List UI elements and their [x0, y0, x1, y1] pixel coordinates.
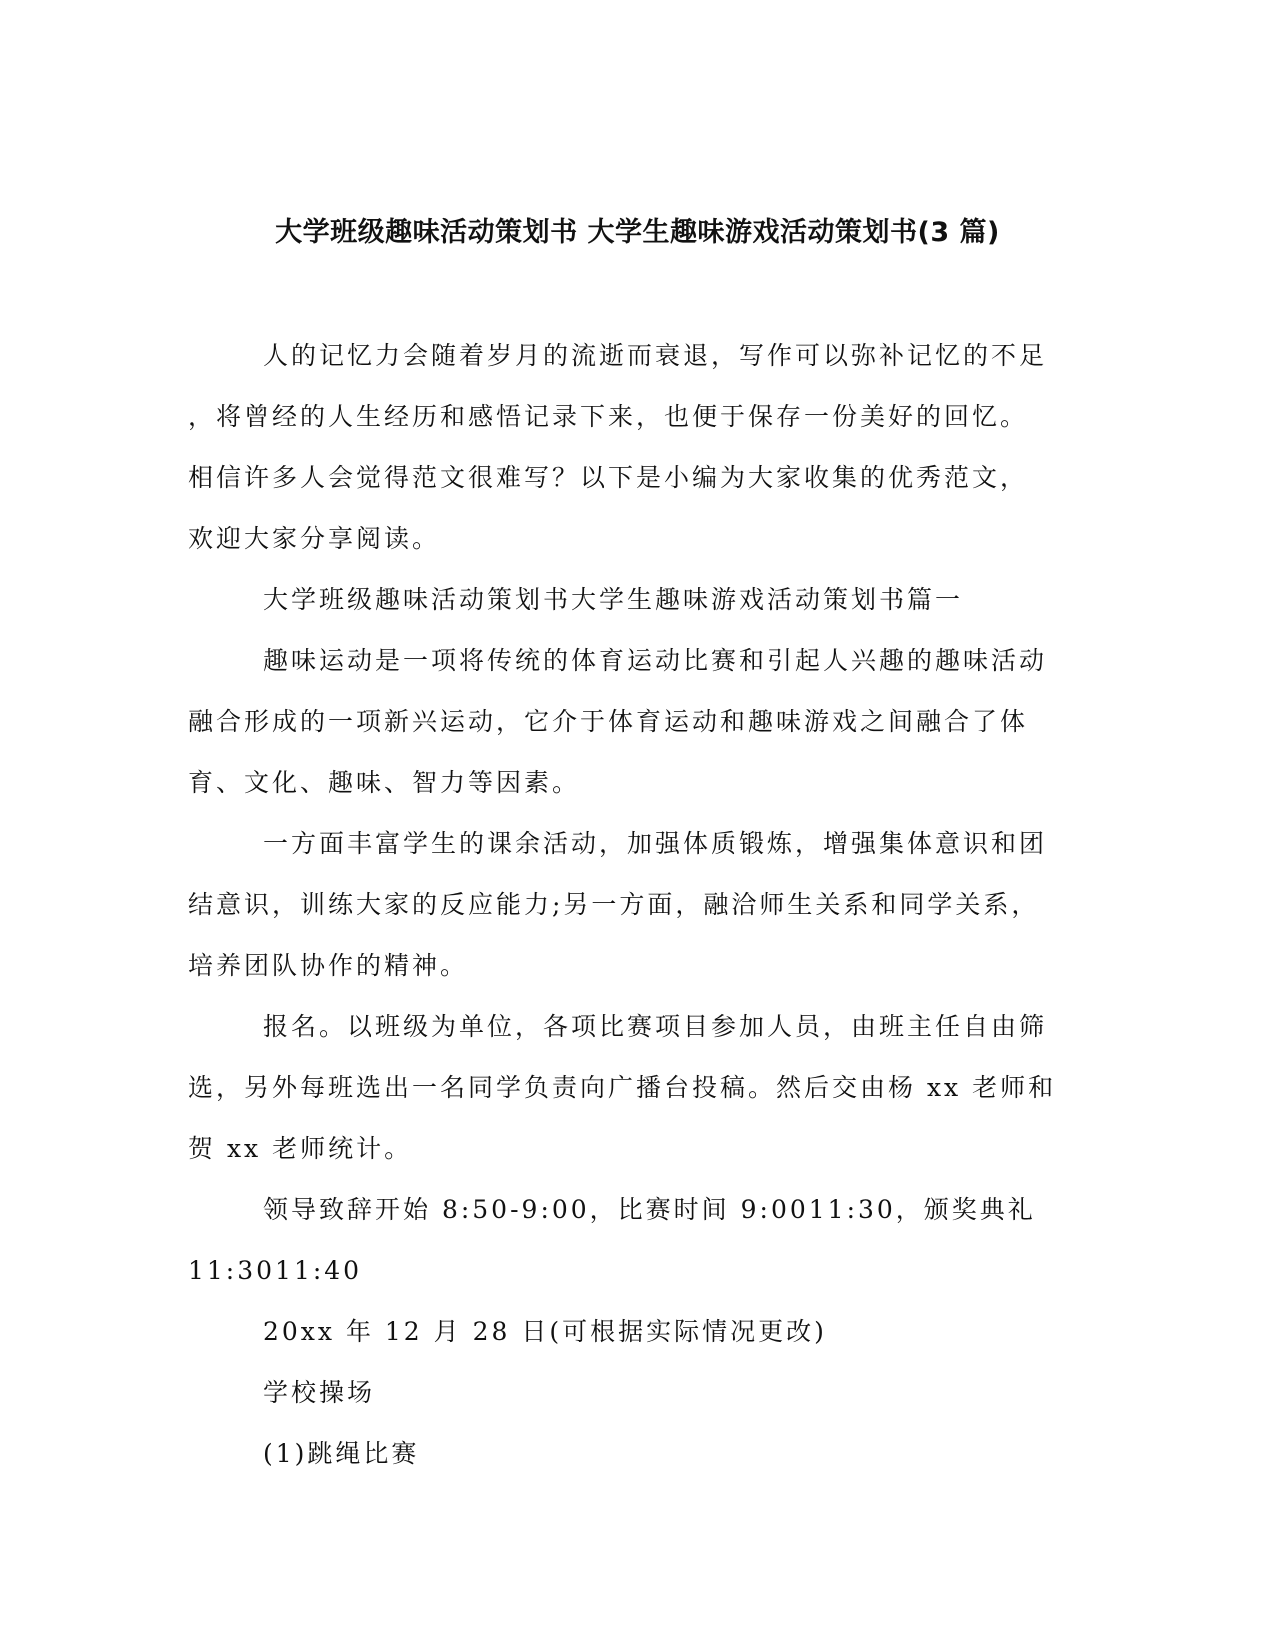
text-line: 结意识，训练大家的反应能力;另一方面，融洽师生关系和同学关系， — [188, 890, 1040, 919]
text-line: 趣味运动是一项将传统的体育运动比赛和引起人兴趣的趣味活动 — [263, 646, 1048, 675]
text-line: 报名。以班级为单位，各项比赛项目参加人员，由班主任自由筛 — [263, 1012, 1048, 1041]
text-line: 学校操场 — [263, 1378, 376, 1407]
text-line: 一方面丰富学生的课余活动，加强体质锻炼，增强集体意识和团 — [263, 829, 1048, 858]
text-line: ，将曾经的人生经历和感悟记录下来，也便于保存一份美好的回忆。 — [188, 402, 1029, 431]
text-line: 育、文化、趣味、智力等因素。 — [188, 768, 581, 797]
text-line: 欢迎大家分享阅读。 — [188, 524, 441, 553]
text-line: 20xx 年 12 月 28 日(可根据实际情况更改) — [263, 1317, 827, 1346]
text-line: 11:3011:40 — [188, 1256, 363, 1285]
text-line: 相信许多人会觉得范文很难写？以下是小编为大家收集的优秀范文， — [188, 463, 1029, 492]
text-line: (1)跳绳比赛 — [263, 1439, 420, 1468]
text-line: 人的记忆力会随着岁月的流逝而衰退，写作可以弥补记忆的不足 — [263, 341, 1048, 370]
text-line: 选，另外每班选出一名同学负责向广播台投稿。然后交由杨 xx 老师和 — [188, 1073, 1057, 1102]
text-line: 融合形成的一项新兴运动，它介于体育运动和趣味游戏之间融合了体 — [188, 707, 1029, 736]
text-line: 大学班级趣味活动策划书大学生趣味游戏活动策划书篇一 — [263, 585, 964, 614]
text-line: 领导致辞开始 8:50-9:00，比赛时间 9:0011:30，颁奖典礼 — [263, 1195, 1036, 1224]
document-title: 大学班级趣味活动策划书 大学生趣味游戏活动策划书(3 篇) — [275, 217, 1000, 248]
text-line: 贺 xx 老师统计。 — [188, 1134, 413, 1163]
text-line: 培养团队协作的精神。 — [188, 951, 469, 980]
document-body — [188, 325, 1076, 1484]
